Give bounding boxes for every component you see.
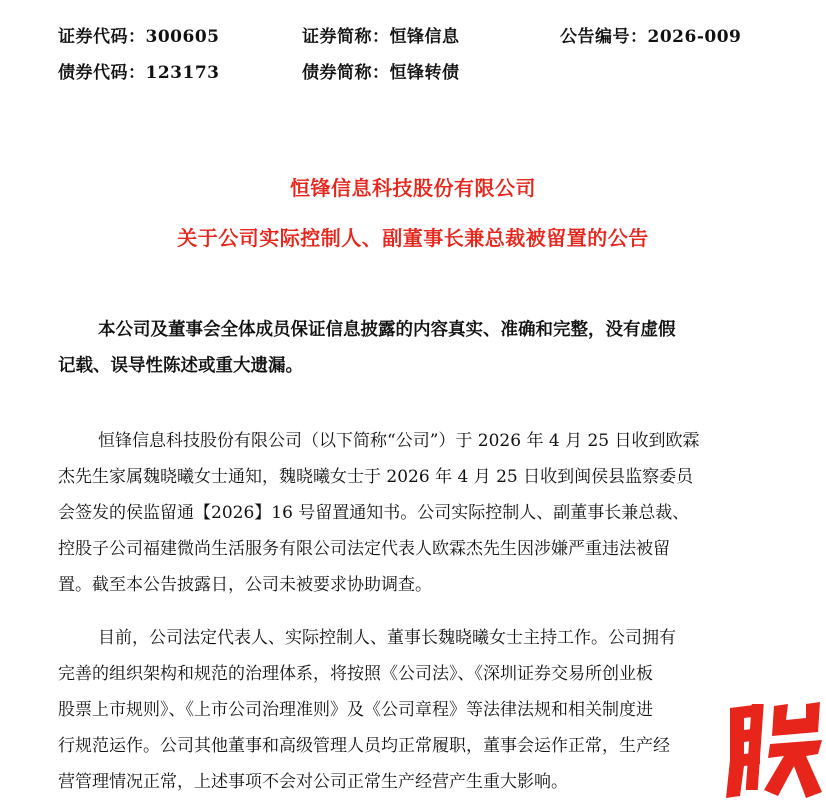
paragraph-line: 置。截至本公告披露日，公司未被要求协助调查。 — [58, 575, 432, 595]
company-title: 恒锋信息科技股份有限公司 — [290, 176, 536, 200]
paragraph-line: 完善的组织架构和规范的治理体系，将按照《公司法》、《深圳证券交易所创业板 — [58, 664, 653, 684]
announcement-title: 关于公司实际控制人、副董事长兼总裁被留置的公告 — [177, 226, 649, 250]
paragraph-line: 营管理情况正常，上述事项不会对公司正常生产经营产生重大影响。 — [58, 772, 568, 792]
body-paragraph-1 — [58, 423, 758, 603]
paragraph-line: 恒锋信息科技股份有限公司（以下简称“公司”）于 2026 年 4 月 25 日收到欧霖 — [98, 431, 700, 451]
bond-code: 债券代码：123173 — [58, 63, 220, 83]
announcement-number: 公告编号：2026-009 — [560, 27, 742, 47]
disclaimer-line: 记载、误导性陈述或重大遗漏。 — [58, 356, 303, 376]
paragraph-line: 股票上市规则》、《上市公司治理准则》及《公司章程》等法律法规和相关制度进 — [58, 700, 653, 720]
disclaimer-line: 本公司及董事会全体成员保证信息披露的内容真实、准确和完整，没有虚假 — [98, 320, 676, 340]
disclaimer — [58, 312, 758, 384]
paragraph-line: 行规范运作。公司其他董事和高级管理人员均正常履职，董事会运作正常，生产经 — [58, 736, 670, 756]
paragraph-line: 会签发的侯监留通【2026】16 号留置通知书。公司实际控制人、副董事长兼总裁、 — [58, 503, 690, 523]
stock-code: 证券代码：300605 — [58, 27, 220, 47]
watermark-logo-icon — [722, 700, 826, 801]
paragraph-line: 控股子公司福建微尚生活服务有限公司法定代表人欧霖杰先生因涉嫌严重违法被留 — [58, 539, 670, 559]
body-paragraph-2 — [58, 620, 758, 800]
paragraph-line: 目前，公司法定代表人、实际控制人、董事长魏晓曦女士主持工作。公司拥有 — [98, 628, 676, 648]
stock-name: 证券简称：恒锋信息 — [302, 27, 460, 47]
paragraph-line: 杰先生家属魏晓曦女士通知，魏晓曦女士于 2026 年 4 月 25 日收到闽侯县监察委员 — [58, 467, 694, 487]
bond-name: 债券简称：恒锋转债 — [302, 63, 460, 83]
